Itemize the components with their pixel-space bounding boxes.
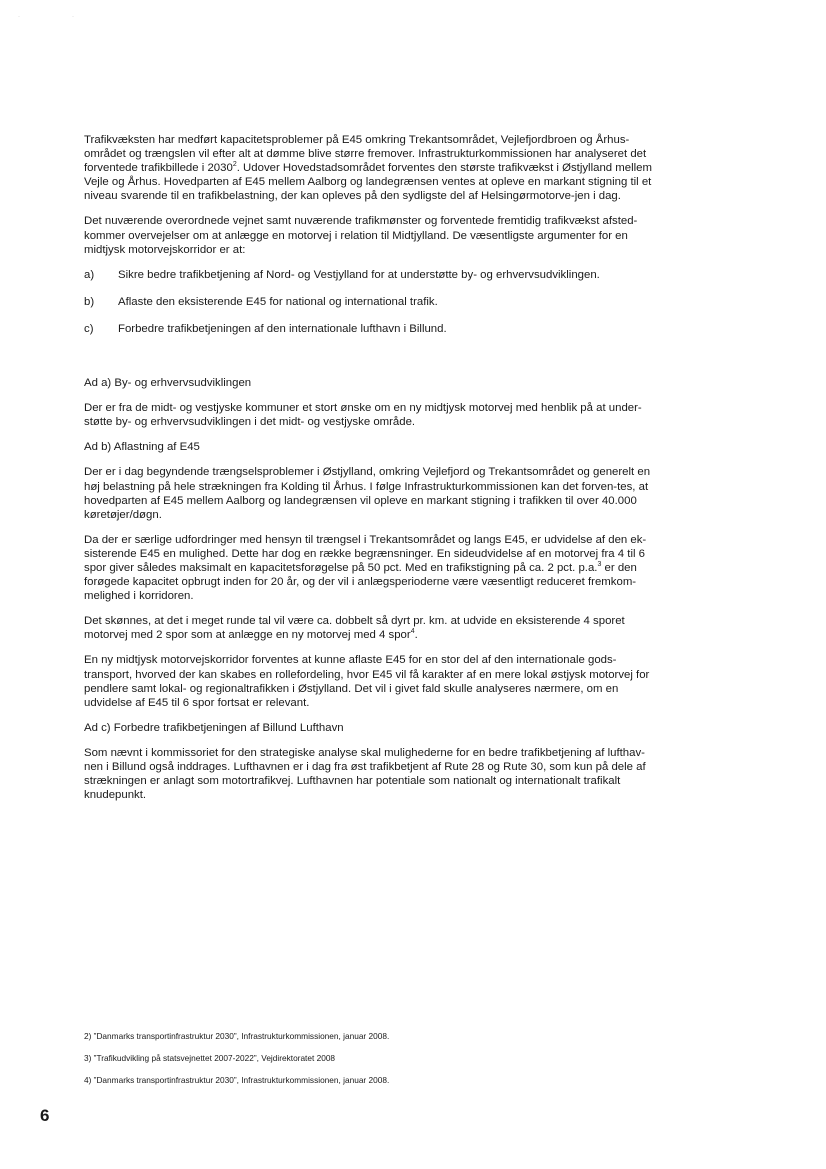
corner-mark-left: · [18, 14, 20, 20]
body-text [84, 133, 662, 813]
footnote-ref-4: 4 [410, 628, 415, 636]
paragraph-road-network: Det nuværende overordnede vejnet samt nuværende trafikmønster og forventede fremtidig trafikvækst afsted-kommer overvejelser om at anlægge en motorvej i relation til Midtjylland. De væsentligste argumenter for en midtjysk motorvejskorridor er at: [84, 215, 638, 256]
list-item [84, 268, 662, 282]
footnote-ref-3: 3 [597, 561, 602, 569]
paragraph-airport: Som nævnt i kommissoriet for den strategiske analyse skal mulighederne for en bedre trafikbetjening af lufthav-nen i Billund også inddrages. Lufthavnen er i dag fra øst trafikbetjent af Rute 28 og Rute 30, som kun på dele af strækningen er anlagt som motortrafikvej. Lufthavnen har potentiale som nationalt og internationalt trafikalt knudepunkt. [84, 746, 646, 802]
list-text: Forbedre trafikbetjeningen af den internationale lufthavn i Billund. [118, 322, 447, 335]
footnote-4: 4) ”Danmarks transportinfrastruktur 2030”, Infrastrukturkommissionen, januar 2008. [84, 1075, 390, 1085]
corner-mark-right: · [72, 14, 74, 20]
paragraph-congestion: Der er i dag begyndende trængselsproblemer i Østjylland, omkring Vejlefjord og Trekantsområdet og generelt en høj belastning på hele strækningen fra Kolding til Århus. I følge Infrastrukturkommissionen kan det forven-tes, at hovedparten af E45 mellem Aalborg og landegrænsen vil opleve en markant stigning i trafikken til over 40.000 køretøjer/døgn. [84, 466, 651, 521]
paragraph-traffic-growth: Trafikvæksten har medført kapacitetsproblemer på E45 omkring Trekantsområdet, Vejlefjordbroen og Århus-området og trængslen vil efter alt at dømme blive større fremover. Infrastrukturkommissionen har analyseret det forventede trafikbillede i 2030$^2$. Udover Hovedstadsområdet forventes den største trafikvækst i Østjylland mellem Vejle og Århus. Hovedparten af E45 mellem Aalborg og landegrænsen ventes at opleve en markant stigning til et niveau svarende til en trafikbelastning, der kan opleves på den sydligste del af Helsingørmotorve-jen i dag. [84, 134, 652, 203]
heading-ad-b: Ad b) Aflastning af E45 [84, 441, 200, 454]
page-number: 6 [40, 1106, 50, 1125]
paragraph-cost-estimate: Det skønnes, at det i meget runde tal vil være ca. dobbelt så dyrt pr. km. at udvide en eksisterende 4 sporet motorvej med 2 spor som at anlægge en ny motorvej med 4 spor$^4$. [84, 615, 625, 642]
heading-ad-a: Ad a) By- og erhvervsudviklingen [84, 377, 252, 390]
footnote-2: 2) ”Danmarks transportinfrastruktur 2030”, Infrastrukturkommissionen, januar 2008. [84, 1031, 390, 1041]
list-marker: c) [84, 322, 94, 335]
footnotes [84, 1031, 414, 1097]
footnote-ref-2: 2 [232, 161, 237, 169]
list-text: Aflaste den eksisterende E45 for national og international trafik. [118, 295, 438, 308]
heading-ad-c: Ad c) Forbedre trafikbetjeningen af Billund Lufthavn [84, 721, 344, 734]
list-item [84, 322, 662, 336]
argument-list [84, 268, 662, 336]
list-item [84, 295, 662, 309]
paragraph-urban-development: Der er fra de midt- og vestjyske kommuner et stort ønske om en ny midtjysk motorvej med henblik på at under-støtte by- og erhvervsudviklingen i det midt- og vestjyske område. [84, 402, 642, 429]
list-marker: a) [84, 268, 95, 281]
paragraph-new-corridor: En ny midtjysk motorvejskorridor forventes at kunne aflaste E45 for en stor del af den internationale gods-transport, hvorved der kan skabes en rollefordeling, hvor E45 vil få karakter af en mere lokal østjysk motorvej for pendlere samt lokal- og regionaltrafikken i Østjylland. Det vil i givet fald skulle analyseres nærmere, om en udvidelse af E45 til 6 spor fortsat er relevant. [84, 654, 650, 709]
list-marker: b) [84, 295, 95, 308]
footnote-3: 3) ”Trafikudvikling på statsvejnettet 2007-2022”, Vejdirektoratet 2008 [84, 1053, 336, 1063]
paragraph-expansion: Da der er særlige udfordringer med hensyn til trængsel i Trekantsområdet og langs E45, er udvidelse af den ek-sisterende E45 en mulighed. Dette har dog en række begrænsninger. En sideudvidelse af en motorvej fra 4 til 6 spor giver således maksimalt en kapacitetsforøgelse på 50 pct. Med en trafikstigning på ca. 2 pct. p.a.$^3$ er den forøgede kapacitet opbrugt inden for 20 år, og der vil i anlægsperioderne være væsentligt reduceret fremkom-melighed i korridoren. [84, 533, 647, 603]
list-text: Sikre bedre trafikbetjening af Nord- og Vestjylland for at understøtte by- og erhvervsudviklingen. [118, 268, 600, 281]
